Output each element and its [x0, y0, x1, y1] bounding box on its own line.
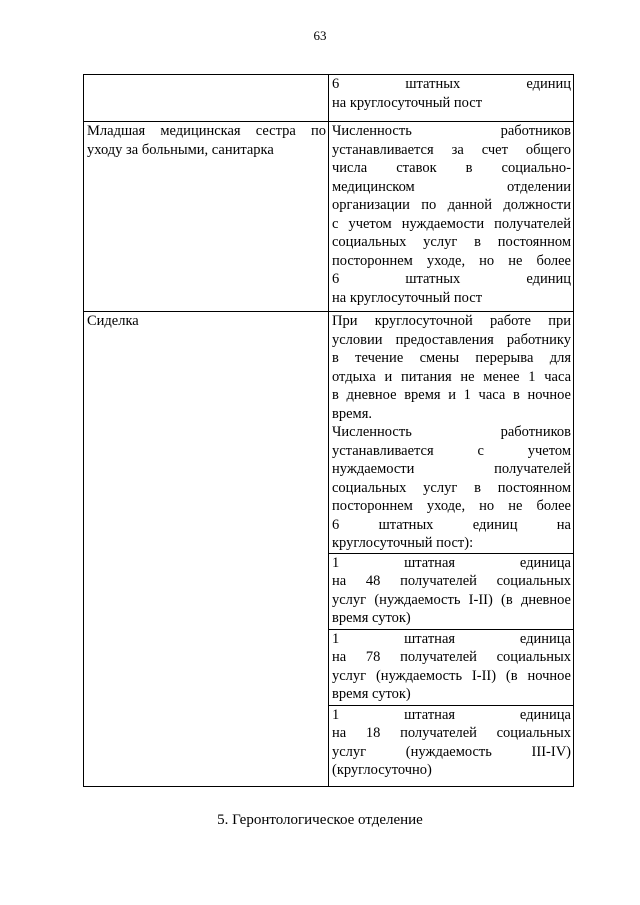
page-number: 63	[313, 28, 327, 43]
cell-text-line: 6 штатных единиц	[332, 271, 571, 287]
cell-text-line: время суток)	[332, 610, 411, 626]
section-title: 5. Геронтологическое отделение	[217, 812, 423, 828]
cell-text-line: организации по данной должности	[332, 197, 571, 213]
position-cell: Сиделка	[84, 312, 329, 787]
cell-text-line: на круглосуточный пост	[332, 94, 483, 111]
cell-text-line: Численность работников	[332, 424, 571, 440]
norm-cell	[329, 553, 574, 629]
cell-text-line: на 18 получателей социальных	[332, 725, 571, 741]
cell-text-line: с учетом нуждаемости получателей	[332, 215, 571, 232]
norm-cell	[329, 75, 574, 122]
cell-text-line: на 48 получателей социальных	[332, 573, 571, 589]
cell-text-line: устанавливается за счет общего	[332, 141, 571, 158]
cell-text-line: социальных услуг в постоянном	[332, 479, 571, 496]
norm-cell	[329, 705, 574, 786]
table-row	[84, 312, 574, 554]
cell-text-line: время.	[332, 405, 373, 422]
cell-text-line: круглосуточный пост):	[332, 535, 474, 551]
cell-text-line: в течение смены перерыва для	[332, 350, 571, 366]
norm-cell	[329, 122, 574, 312]
staffing-table	[83, 74, 574, 787]
cell-text-line: числа ставок в социально-	[332, 160, 571, 176]
cell-text-line: на круглосуточный пост	[332, 289, 483, 306]
cell-text-line: 6 штатных единиц на	[332, 516, 571, 533]
cell-text-line: 1 штатная единица	[332, 706, 571, 723]
norm-cell	[329, 312, 574, 554]
cell-text-line: При круглосуточной работе при	[332, 313, 571, 329]
cell-text-line: услуг (нуждаемость III-IV)	[332, 743, 571, 760]
cell-text-line: время суток)	[332, 686, 411, 702]
cell-text-line: отдыха и питания не менее 1 часа	[332, 368, 571, 385]
cell-text-line: услуг (нуждаемость I-II) (в дневное	[332, 591, 571, 608]
position-cell: Младшая медицинская сестра по уходу за больными, санитарка	[84, 122, 329, 312]
cell-text-line: постороннем уходе, но не более	[332, 252, 571, 269]
cell-text-line: услуг (нуждаемость I-II) (в ночное	[332, 667, 571, 684]
cell-text-line: условии предоставления работнику	[332, 331, 571, 348]
cell-text-line: Численность работников	[332, 123, 571, 139]
cell-text-line: нуждаемости получателей	[332, 461, 571, 477]
cell-text-line: в дневное время и 1 часа в ночное	[332, 387, 571, 403]
norm-cell	[329, 629, 574, 705]
cell-text-line: социальных услуг в постоянном	[332, 234, 571, 250]
cell-text-line: (круглосуточно)	[332, 762, 432, 778]
cell-text-line: 6 штатных единиц	[332, 76, 571, 92]
table-row	[84, 122, 574, 312]
cell-text-line: медицинском отделении	[332, 178, 571, 195]
cell-text-line: постороннем уходе, но не более	[332, 498, 571, 514]
cell-text-line: 1 штатная единица	[332, 554, 571, 571]
cell-text-line: 1 штатная единица	[332, 630, 571, 647]
cell-text-line: устанавливается с учетом	[332, 442, 571, 459]
cell-text-line: на 78 получателей социальных	[332, 649, 571, 665]
position-cell	[84, 75, 329, 122]
table-row	[84, 75, 574, 122]
